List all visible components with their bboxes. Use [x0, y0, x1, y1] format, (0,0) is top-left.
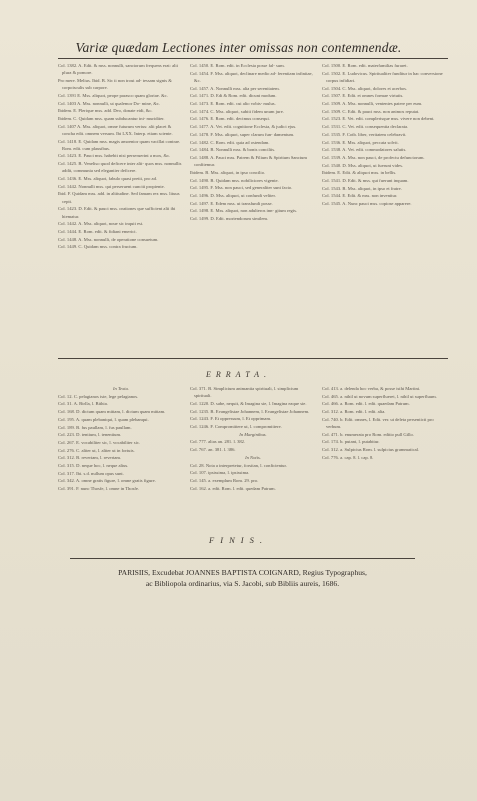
- entry-line: Col. 145. a. exemplum Rom. 29. pro.: [190, 477, 259, 483]
- entry-line: Col. 1246. F. Compromittere ut, l. compromittere.: [190, 424, 282, 430]
- errata-column-3: [322, 385, 448, 530]
- entry-line: Col. 1484. B. Nonnulli mss. & bonis conciliis.: [190, 147, 276, 153]
- entry-line: Col. 1449. C. Quidam mss. contra fructum.: [58, 244, 138, 250]
- imprint-rule: [70, 558, 415, 559]
- page-title: Variæ quædam Lectiones inter omissas non contemnendæ.: [75, 40, 402, 55]
- errata-column-1: [58, 385, 184, 530]
- entry-line: Col. 776. a. cap. 8. l. cap. 8.: [322, 454, 374, 460]
- entry-line: Col. 195. A. quam plebaniqui, l. quam plebanqui.: [58, 416, 149, 422]
- entry-line: Col. 1531. C. Vet. edit. consequentia declarata.: [322, 124, 409, 130]
- entry-line: Col. 1235. B. Evangelistae Johannem, l. Evangelistae Johannem.: [190, 408, 310, 414]
- entry-line: Ibidem. C. Quidam mss. quam subducantur ini- muriditer.: [58, 115, 165, 121]
- entry-line: Col. 1539. A. Mss. non pauci, de profectu defunctorum.: [322, 154, 425, 160]
- entry-line: Col. 1474. C. Mss. aliquot, subiti fidem unum jure.: [190, 108, 284, 114]
- entry-line: Col. 466. a. Rom. edit. l. edit. quaedam Patrum.: [322, 401, 410, 407]
- entry-line: Col. 189. B. fus paullam, l. fus paullam.: [58, 424, 132, 430]
- entry-line: Col. 312. a. Sulpicius Rom. l. sulpicius grammatical.: [322, 447, 420, 453]
- entry-line: Col. 107. ipsissima, l. ipsissima.: [190, 470, 250, 476]
- entry-line: Col. 391. F. nunc Thosfe, l. omne in Thosfe.: [58, 486, 140, 492]
- entry-line: Col. 1425. B. Veneliso quod deficere inter alii- quos mss. nonnullis addit, communia sed elegantier deficere.: [58, 161, 182, 174]
- entry-line: Col. 1473. E. Rom. edit. cui alio vobis- mulus.: [190, 101, 276, 107]
- entry-line: Col. 1391 E. Mss. aliquot, peope parasco quam gloriae. &c.: [58, 92, 168, 98]
- entry-line: Col. 1535. F. Cotb. liber, veritatem celebravit.: [322, 131, 407, 137]
- entry-line: Ibidem. B. Mss. aliquot, in ipso concilio.: [190, 169, 266, 175]
- errata-column-2: [190, 385, 316, 530]
- entry-line: Col. 1382. A. Edit. & mss. nonnulli, sanctorum frequens erat: alii plura & pomore.: [58, 63, 178, 76]
- entry-line: Col. 1509. C. Edit. & pauci mss. non animos reputat.: [322, 108, 420, 114]
- entry-line: Col. 1502. E. Ludovicus. Spiritualiter funditur in hac conversione corpus infidiari.: [322, 70, 443, 83]
- entry-line: Col. 174. b. putant, l. putabitur.: [322, 439, 380, 445]
- entry-line: In Notis.: [245, 454, 261, 460]
- entry-line: Col. 1500. E. Rom. edit. materfamilias furaret.: [322, 63, 408, 68]
- entry-line: Col. 740. b. Edit. omnes, l. Edit. ver. ut deleta persenticti pro verbum.: [322, 416, 434, 430]
- entry-line: Col. 1498. E. Mss. aliquot, non adulteros inn- gitum regis.: [190, 208, 298, 214]
- entry-line: Ibidem. E. Edit. & aliquot mss. in bellis.: [322, 170, 397, 176]
- entry-line: Col. 1442. Nonnulli mss. qui perseruent cunciti propiente.: [58, 183, 165, 189]
- entry-line: Col. 1454. F. Mss. aliquot, declinare medio ad- ferentiam infinitae, &c.: [190, 70, 313, 83]
- entry-line: Col. 1444. E. Rom. edit. & fidiani emerici.: [58, 228, 137, 234]
- entry-line: Col. 465. a. nihil ut novum superflueret, l. nihil ut superfluum.: [322, 393, 437, 399]
- entry-line: Col. 1471. D. Edi & Rom. edit. dicunt modum.: [190, 93, 277, 99]
- entry-line: Col. 1490. B. Quidam mss. nobiliciores vigente.: [190, 177, 279, 183]
- finis-label: FINIS.: [209, 535, 268, 545]
- entry-line: Col. 317. Ibi. s.d. nullum opus sunt.: [58, 470, 124, 476]
- entry-line: Col. 1423. D. Edit. & pauci mss. orationes que sufficient alii ibi hiematur.: [58, 206, 176, 219]
- section-rule: [58, 358, 448, 359]
- entry-line: Ibidem. E. Plerique mss. add. Deo, donate eidi, &c.: [58, 108, 153, 114]
- imprint: [70, 568, 415, 589]
- entry-line: In Textu.: [113, 386, 129, 391]
- entry-line: Ibid. F. Quidam mss. add. in altitudine. Sed famam rex mss. lituus cepit.: [58, 191, 180, 204]
- readings-columns: [58, 62, 448, 352]
- entry-line: Col. 1499. D. Edit. moriendorum similem.: [190, 216, 269, 222]
- readings-column-3: [322, 62, 448, 352]
- entry-line: Col. 1545. A. Nunc pauci mss. copiose apparere.: [322, 201, 412, 207]
- entry-line: Col. 1423. E. Pauci mss. habebit nisi perseruerint a mox, &c.: [58, 153, 171, 159]
- entry-line: Col. 1497. E. Edem mss. ut transfundi posse.: [190, 200, 273, 206]
- entry-line: Col. 1482. C. Rom. edit. quia ad ostendam.: [190, 139, 270, 145]
- entry-line: Pro mere. Melius. Ibid. B. Sic ii non trout ad- tessam signis & corpoisculis sub carpore.: [58, 77, 172, 91]
- entry-line: Col. 1477. A. Vet. edit. cognitione Ecclesia, & judici ejus.: [190, 124, 297, 130]
- entry-line: Col. 312. a. Rom. edit. l. edit. alia.: [322, 409, 386, 415]
- readings-column-1: [58, 62, 184, 352]
- entry-line: Col. 767. an. 381. l. 386.: [190, 447, 236, 453]
- entry-line: Col. 1442. A. Mss. aliquot, noue sic inquit est.: [58, 221, 144, 227]
- entry-line: Col. 1504. C. Mss. aliquot, dolores et acerbos.: [322, 85, 408, 91]
- entry-line: Col. 1488. A. Pauci mss. Patrem & Filium & Spiritum Sanctum confitemur.: [190, 154, 307, 168]
- entry-line: Col. 1478. F. Mss. aliquot, super clarum fun- damentum.: [190, 131, 295, 137]
- entry-line: Col. 1220. D. sabe, nequit, & Imagina sie, l. Imagina eaque sie.: [190, 400, 307, 406]
- entry-line: Col. 1541. D. Edit. & mss. qui fuerunt inquam.: [322, 178, 409, 184]
- entry-line: Col. 1457. A. Nonnulli mss. alia per serenitatem.: [190, 85, 280, 91]
- imprint-line-1: PARISIIS, Excudebat JOANNES BAPTISTA COIGNARD, Regius Typographus,: [118, 568, 367, 577]
- entry-line: Col. 1538. A. Vet. edit. commodatores salutis.: [322, 147, 407, 153]
- entry-line: Col. 1507. E. Edit. et omnes formae virtutis.: [322, 93, 404, 99]
- entry-line: Col. 1543. B. Mss. aliquot, in ipso et fratre.: [322, 185, 402, 191]
- readings-column-2: [190, 62, 316, 352]
- entry-line: Col. 12. C. pelagianos iste, lege pelagianos.: [58, 393, 139, 399]
- top-rule: [58, 58, 448, 59]
- entry-line: Col. 1243. F. Et oppressum, l. Et opprimam.: [190, 416, 272, 422]
- entry-line: Col. 312. B. revertam, l. revertam.: [58, 455, 122, 461]
- entry-line: Col. 1544. E. Edit. & mss. non invenitur.: [322, 193, 398, 199]
- entry-line: In Marginibus.: [239, 431, 267, 437]
- entry-line: Col. 1496. D. Mss. aliquot, ut confundi veliter.: [190, 192, 276, 198]
- entry-line: Col. 1418. E. Quidam mss. magis amoenior quam vacillat contrae. Rom. edit. cum plausibus.: [58, 138, 181, 151]
- entry-line: Col. 31. A. Birlla, l. Bithia.: [58, 401, 108, 407]
- entry-line: Col. 1509. A. Mss. nonnulli, vententes patere per eum.: [322, 101, 423, 107]
- entry-line: Col. 267. E. vocabiliter sic, l. vocabiliter sic.: [58, 439, 141, 445]
- entry-line: Col. 1436. E. Mss. aliquot, fabulo quasi pretii, pro ad.: [58, 176, 158, 182]
- entry-line: Col. 315. D. neque hoc, l. neque alius.: [58, 463, 129, 469]
- entry-line: Col. 1403 A. Mss. nonnulli, ut qualemor Do- mine, &c.: [58, 100, 160, 106]
- entry-line: Col. 1476. E. Rom. edit. decimus consequi.: [190, 116, 270, 122]
- entry-line: Col. 1540. D. Mss. aliquot, ut fuerunt vides.: [322, 162, 404, 168]
- entry-line: Col. 1495. F. Mss. non pauci, sed generaliter sunt facto.: [190, 185, 293, 191]
- entry-line: Col. 162. a. edit. Rom. l. edit. quedam Patrum.: [190, 485, 276, 491]
- entry-line: Col. 223. D. tentium, l. tenentium.: [58, 432, 122, 438]
- entry-line: Col. 1523. E. Vet. edit. complerisque mss. vivere non debent.: [322, 116, 435, 122]
- entry-line: Col. 342. A. omne gratis figure, l. omne gratis figure.: [58, 478, 156, 484]
- errata-columns: [58, 385, 448, 530]
- entry-line: Col. 413. a. delenda hoc verba, & posse isthi Martini.: [322, 386, 421, 391]
- entry-line: Col. 1536. E. Mss. aliquot, peccata solvit.: [322, 139, 399, 145]
- entry-line: Col. 1450. E. Rom. edit. in Ecclesia posse fal- sum.: [190, 63, 285, 68]
- entry-line: Col. 28. Nota a interpretetur, forsitan, l. conficientur.: [190, 462, 287, 468]
- imprint-line-2: ac Bibliopola ordinarius, via S. Jacobi, sub Bibliis aureis, 1686.: [145, 578, 340, 588]
- entry-line: Col. 276. C. aliter ut, l. aliter ut in fortuis.: [58, 447, 135, 453]
- entry-line: Col. 168. D. dictum quam mittam, l. dictum quam mittam.: [58, 409, 166, 415]
- entry-line: Col. 371. B. Simplicium animantia spirituali, l. simplicium spirituali.: [190, 386, 299, 399]
- entry-line: Col. 1407 A. Mss. aliquot, omne futurum verius: alii placet & concha edit. omnem versum. Ibi LXX. Interp. etiam sciente.: [58, 123, 173, 136]
- errata-title: ERRATA.: [206, 370, 271, 379]
- entry-line: Col. 1448. A. Mss. nonnulli, de operatione consuetum.: [58, 236, 159, 242]
- entry-line: Col. 471. b. enumerata pro Rom. editio pull Gillo.: [322, 431, 414, 437]
- entry-line: Col. 777. alias an. 281. l. 382.: [190, 439, 246, 445]
